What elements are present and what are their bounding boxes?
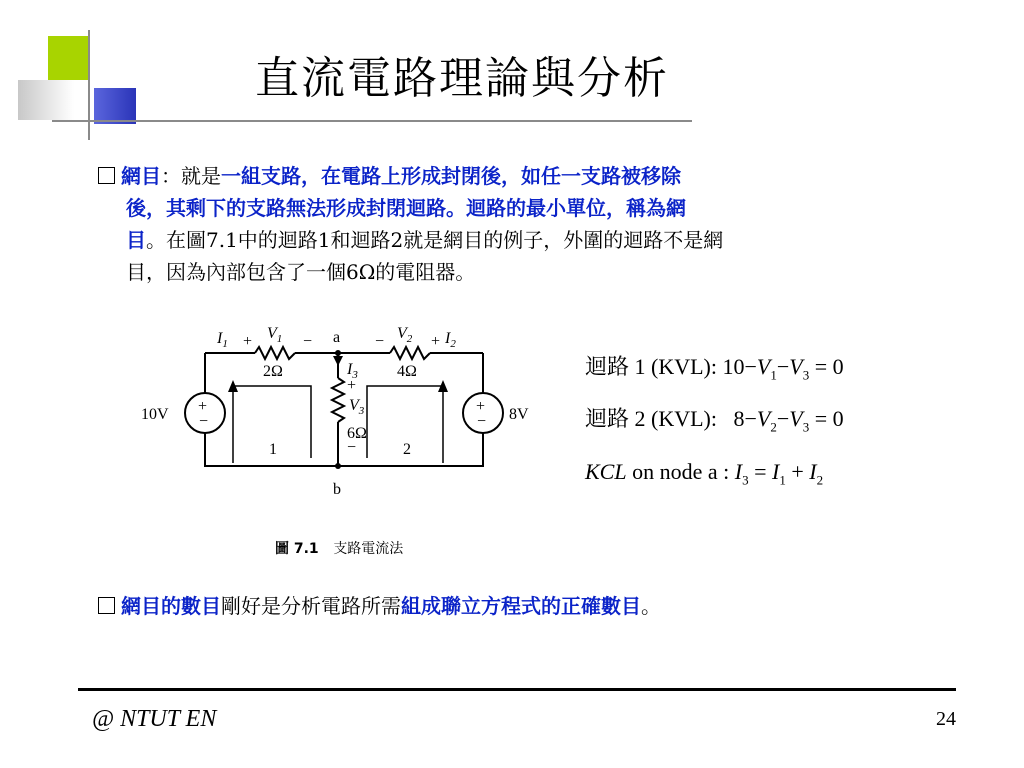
- text-segment: 。在圖7.1中的迴路1和迴路2就是網目的例子，外圍的迴路不是網: [146, 228, 724, 252]
- svg-text:I1: [216, 330, 228, 350]
- svg-text:V3: [349, 397, 365, 417]
- label-loop2: 2: [403, 441, 411, 458]
- svg-text:V2: [397, 325, 413, 345]
- label-v2: V: [397, 325, 407, 342]
- term-mesh: 網目: [121, 164, 161, 188]
- eq-sub: 2: [770, 419, 777, 435]
- label-minus: −: [199, 413, 209, 430]
- eq-var: V: [756, 354, 771, 379]
- eq-sub: 3: [802, 419, 810, 435]
- bullet1-line3: [98, 224, 978, 256]
- eq-sub: 1: [770, 367, 777, 383]
- eq-op: =: [814, 354, 828, 379]
- label-node-a: a: [333, 329, 341, 346]
- label-loop1: 1: [269, 441, 277, 458]
- eq-sub: 2: [816, 472, 824, 488]
- label-i2: I: [445, 330, 451, 347]
- figure-caption: [275, 538, 403, 558]
- circuit-diagram: [135, 318, 555, 508]
- eq-term: 0: [832, 354, 844, 379]
- decor-horizontal-line: [52, 120, 692, 122]
- eq-term: 8: [733, 406, 745, 432]
- eq-op: −: [744, 354, 757, 379]
- label-minus: −: [375, 333, 385, 350]
- label-node-b: b: [333, 481, 341, 498]
- eq-label: on node a :: [626, 458, 730, 484]
- eq-term: 10: [722, 354, 745, 379]
- page-number: 24: [936, 708, 956, 730]
- text-segment: 。: [641, 594, 661, 618]
- eq-var: V: [789, 354, 803, 379]
- decor-gray-square: [18, 80, 74, 120]
- label-i2-sub: 2: [450, 338, 456, 350]
- bullet1-line2: 後，其剩下的支路無法形成封閉迴路。迴路的最小單位，稱為網: [126, 196, 686, 220]
- eq-label-italic: KCL: [585, 458, 627, 484]
- slide-title: 直流電路理論與分析: [255, 53, 669, 104]
- label-r2: 4Ω: [397, 363, 417, 380]
- bullet-box-icon: [98, 597, 115, 614]
- label-plus: +: [476, 398, 486, 415]
- label-v3-sub: 3: [358, 405, 365, 417]
- eq-op: +: [791, 458, 804, 484]
- bullet1-line4: 目，因為內部包含了一個6Ω的電阻器。: [126, 260, 476, 284]
- eq-term: 0: [832, 406, 844, 432]
- figure-caption-text: 支路電流法: [333, 541, 404, 557]
- decor-green-square: [48, 36, 88, 80]
- label-r3: 6Ω: [347, 425, 367, 442]
- label-source-10v: 10V: [141, 406, 169, 423]
- decor-blue-square: [94, 88, 136, 124]
- eq-var: I: [734, 458, 743, 484]
- svg-text:I2: [444, 330, 456, 350]
- eq-var: V: [756, 406, 771, 432]
- label-v2-sub: 2: [406, 333, 413, 345]
- eq-sub: 3: [802, 367, 810, 383]
- decor-vertical-line: [88, 30, 90, 140]
- text-highlight: 目: [126, 228, 146, 252]
- text-highlight: 組成聯立方程式的正確數目: [401, 594, 641, 618]
- eq-label: 迴路 1 (KVL):: [585, 354, 717, 379]
- footer-divider: [78, 688, 956, 691]
- label-plus: +: [431, 333, 441, 350]
- eq-op: =: [814, 406, 828, 432]
- label-i3: I: [347, 361, 353, 378]
- eq-var: I: [809, 458, 817, 484]
- bullet1-line1: [98, 160, 978, 192]
- label-minus: −: [347, 439, 357, 456]
- equation-kcl-node-a: [585, 450, 844, 502]
- text-segment: 剛好是分析電路所需: [221, 594, 401, 618]
- eq-op: −: [776, 406, 790, 432]
- eq-sub: 1: [779, 472, 786, 488]
- label-minus: −: [303, 333, 313, 350]
- figure-caption-number: 圖 7.1: [275, 541, 319, 557]
- label-plus: +: [198, 398, 208, 415]
- label-plus: +: [347, 377, 357, 394]
- label-minus: −: [477, 413, 487, 430]
- svg-text:V1: [267, 325, 282, 345]
- bullet-mesh-count: [98, 590, 978, 622]
- equation-block: [585, 345, 844, 502]
- eq-label: 迴路 2 (KVL):: [585, 406, 717, 432]
- label-source-8v: 8V: [509, 406, 529, 423]
- label-i1: I: [217, 330, 223, 347]
- bullet-box-icon: [98, 167, 115, 184]
- footer-credit: @ NTUT EN: [92, 706, 217, 732]
- label-r1: 2Ω: [263, 363, 283, 380]
- eq-var: I: [772, 458, 780, 484]
- label-v1: V: [267, 325, 277, 342]
- eq-var: V: [789, 406, 803, 432]
- bullet-mesh-definition: [98, 160, 978, 288]
- eq-op: −: [776, 354, 790, 379]
- text-highlight: 一組支路，在電路上形成封閉後，如任一支路被移除: [221, 164, 681, 188]
- label-v1-sub: 1: [276, 333, 283, 345]
- eq-op: −: [744, 406, 757, 432]
- label-i1-sub: 1: [222, 338, 228, 350]
- eq-sub: 3: [742, 472, 749, 488]
- equation-kvl-loop1: [585, 345, 844, 397]
- equation-kvl-loop2: [585, 397, 844, 449]
- label-i3-sub: 3: [352, 369, 358, 381]
- eq-op: =: [754, 458, 767, 484]
- text-segment: ：就是: [161, 164, 221, 188]
- label-v3: V: [349, 397, 359, 414]
- term-mesh-count: 網目的數目: [121, 594, 221, 618]
- label-plus: +: [243, 333, 253, 350]
